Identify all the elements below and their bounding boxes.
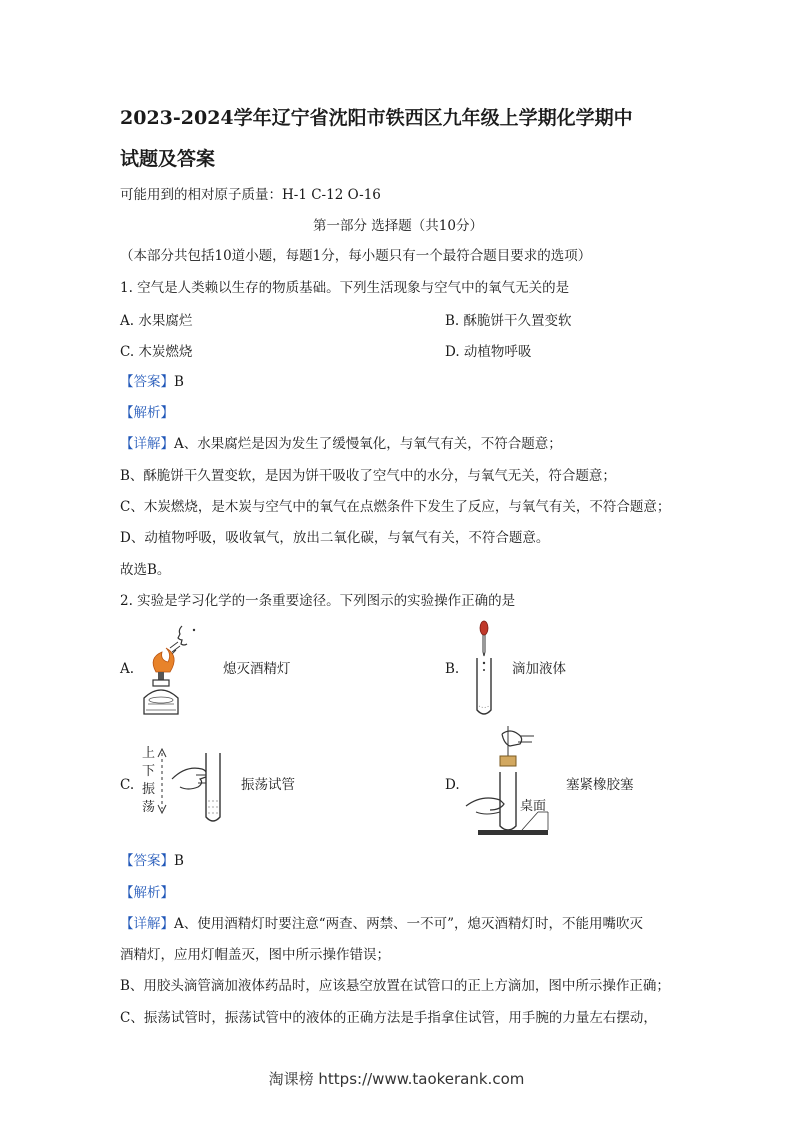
q1-detail-line-1 <box>120 434 562 454</box>
answer-tag: 【答案】 <box>120 374 174 390</box>
q2-analysis-tag: 【解析】 <box>120 885 174 901</box>
q2-option-d-letter: D. <box>445 777 460 793</box>
q1-option-c: C. 木炭燃烧 <box>120 344 193 360</box>
detail-text: A、使用酒精灯时要注意“两查、两禁、一不可”，熄灭酒精灯时，不能用嘴吹灭 <box>174 916 644 932</box>
alcohol-lamp-figure <box>136 620 216 724</box>
shake-label-1: 上 <box>142 746 156 761</box>
q2-option-c-letter: C. <box>120 777 135 793</box>
q2-stem: 2. 实验是学习化学的一条重要途径。下列图示的实验操作正确的是 <box>120 593 516 609</box>
q2-option-c-label: 振荡试管 <box>241 777 295 793</box>
document-title-line1: 2023-2024学年辽宁省沈阳市铁西区九年级上学期化学期中 <box>120 107 633 129</box>
document-title-line2: 试题及答案 <box>120 148 216 170</box>
shake-label-2: 下 <box>142 764 156 779</box>
shake-label-3: 振 <box>142 782 156 797</box>
q2-answer <box>120 851 184 871</box>
detail-tag: 【详解】 <box>120 916 174 932</box>
q2-detail-line-4: C、振荡试管时，振荡试管中的液体的正确方法是手指拿住试管，用手腕的力量左右摆动， <box>120 1010 657 1026</box>
q2-detail-line-1 <box>120 914 643 934</box>
section-heading: 第一部分 选择题（共10分） <box>313 218 483 234</box>
q2-option-a-label: 熄灭酒精灯 <box>223 661 291 677</box>
dropper-figure <box>470 618 500 722</box>
q1-option-a: A. 水果腐烂 <box>120 313 193 329</box>
footer-watermark: 淘课榜 https://www.taokerank.com <box>268 1070 525 1088</box>
q1-detail-line-4: D、动植物呼吸，吸收氧气，放出二氧化碳，与氧气有关，不符合题意。 <box>120 530 550 546</box>
q1-option-b: B. 酥脆饼干久置变软 <box>445 313 572 329</box>
q2-detail-line-2: 酒精灯，应用灯帽盖灭，图中所示操作错误； <box>120 947 390 963</box>
q1-answer <box>120 372 184 392</box>
detail-tag: 【详解】 <box>120 436 174 452</box>
shake-label-4: 荡 <box>142 800 156 815</box>
q1-conclusion: 故选B。 <box>120 562 171 578</box>
q2-option-b-label: 滴加液体 <box>512 661 566 677</box>
q2-detail-line-3: B、用胶头滴管滴加液体药品时，应该悬空放置在试管口的正上方滴加，图中所示操作正确； <box>120 978 670 994</box>
q1-option-d: D. 动植物呼吸 <box>445 344 532 360</box>
table-label: 桌面 <box>520 799 547 814</box>
q2-option-b-letter: B. <box>445 661 460 677</box>
detail-text: A、水果腐烂是因为发生了缓慢氧化，与氧气有关，不符合题意； <box>174 436 562 452</box>
q1-analysis-tag: 【解析】 <box>120 405 174 421</box>
shake-tube-figure <box>140 745 230 829</box>
q2-option-a-letter: A. <box>120 661 135 677</box>
atomic-masses: 可能用到的相对原子质量：H-1 C-12 O-16 <box>120 187 381 203</box>
section-note: （本部分共包括10道小题，每题1分，每小题只有一个最符合题目要求的选项） <box>120 248 592 264</box>
answer-value: B <box>174 374 184 390</box>
q2-option-d-label: 塞紧橡胶塞 <box>566 777 634 793</box>
stopper-figure <box>462 726 562 844</box>
q1-detail-line-3: C、木炭燃烧，是木炭与空气中的氧气在点燃条件下发生了反应，与氧气有关，不符合题意； <box>120 499 671 515</box>
answer-tag: 【答案】 <box>120 853 174 869</box>
answer-value: B <box>174 853 184 869</box>
q1-detail-line-2: B、酥脆饼干久置变软，是因为饼干吸收了空气中的水分，与氧气无关，符合题意； <box>120 468 616 484</box>
q1-stem: 1. 空气是人类赖以生存的物质基础。下列生活现象与空气中的氧气无关的是 <box>120 280 570 296</box>
